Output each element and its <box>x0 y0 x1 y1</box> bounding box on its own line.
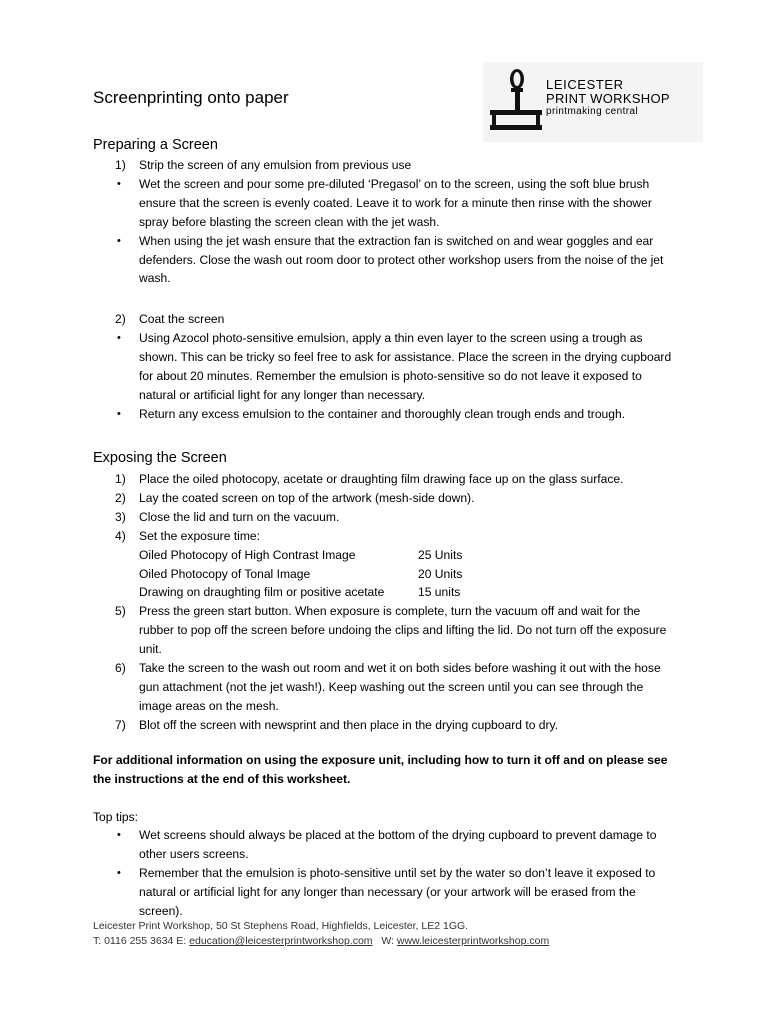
logo-text-line1: LEICESTER <box>546 77 624 92</box>
bullet-icon: • <box>117 407 121 420</box>
logo <box>483 62 703 142</box>
list-item <box>0 405 673 424</box>
list-item <box>0 864 673 921</box>
list-item-text: Blot off the screen with newsprint and then place in the drying cupboard to dry. <box>139 717 559 732</box>
list-marker: 2) <box>115 312 126 326</box>
bullet-icon: • <box>117 866 121 879</box>
website-link[interactable]: www.leicesterprintworkshop.com <box>396 935 550 947</box>
press-icon <box>487 66 545 138</box>
list-marker: 4) <box>115 528 126 543</box>
table-row <box>139 583 462 602</box>
additional-info-note: For additional information on using the exposure unit, including how to turn it off and on please see the instructions at the end of this worksheet. <box>93 753 668 786</box>
section-heading-preparing: Preparing a Screen <box>93 137 218 153</box>
list-marker: 1) <box>115 158 126 172</box>
list-item-text: Strip the screen of any emulsion from previous use <box>139 158 412 172</box>
list-item <box>0 602 673 659</box>
bullet-icon: • <box>117 234 121 247</box>
list-item <box>0 310 673 329</box>
list-item-text: Wet the screen and pour some pre-diluted ‘Pregasol’ on to the screen, using the soft blue brush ensure that the screen is evenly coated. Leave it to work for a minute then rinse with the shower spray before blasting the screen clean with the jet wash. <box>139 176 652 229</box>
list-marker: 6) <box>115 661 126 676</box>
footer-phone: T: 0116 255 3634 E: <box>93 935 187 947</box>
exposure-label: Drawing on draughting film or positive acetate <box>139 585 385 600</box>
list-item <box>0 175 673 232</box>
list-item-text: Wet screens should always be placed at the bottom of the drying cupboard to prevent damage to other users screens. <box>139 828 657 861</box>
list-item-text: Return any excess emulsion to the container and thoroughly clean trough ends and trough. <box>139 406 626 421</box>
logo-text-line2: PRINT WORKSHOP <box>546 91 670 106</box>
section-heading-exposing: Exposing the Screen <box>93 450 227 466</box>
list-item <box>0 329 673 405</box>
list-item <box>0 470 673 489</box>
bullet-icon: • <box>117 177 121 190</box>
exposure-label: Oiled Photocopy of High Contrast Image <box>139 547 356 562</box>
exposure-value: 20 Units <box>418 566 463 581</box>
exposure-value: 25 Units <box>418 547 463 562</box>
bullet-icon: • <box>117 829 121 841</box>
list-item-text: Remember that the emulsion is photo-sensitive until set by the water so don’t leave it exposed to natural or artificial light for any longer than necessary (or your artwork will be erased from the screen). <box>139 865 656 918</box>
exposure-time-table <box>139 546 462 603</box>
footer-contact <box>93 934 549 949</box>
list-item-text: Using Azocol photo-sensitive emulsion, apply a thin even layer to the screen using a trough as shown. This can be tricky so feel free to ask for assistance. Place the screen in the drying cupboard for about 20 minutes. Remember the emulsion is photo-sensitive so do not leave it exposed to natural or artificial light for any longer than necessary. <box>139 330 672 402</box>
list-item <box>0 232 673 289</box>
list-marker: 1) <box>115 472 126 486</box>
list-marker: 3) <box>115 509 126 524</box>
exposure-times <box>0 546 673 603</box>
list-item <box>0 527 673 546</box>
list-item-text: Set the exposure time: <box>139 528 261 543</box>
list-item-text: Place the oiled photocopy, acetate or draughting film drawing face up on the glass surface. <box>139 472 624 486</box>
list-item <box>0 716 673 735</box>
list-item <box>0 508 673 527</box>
exposure-value: 15 units <box>418 585 461 600</box>
list-item <box>0 156 673 175</box>
exposure-label: Oiled Photocopy of Tonal Image <box>139 566 311 581</box>
list-item <box>0 659 673 716</box>
footer-address: Leicester Print Workshop, 50 St Stephens Road, Highfields, Leicester, LE2 1GG. <box>93 920 469 932</box>
list-item <box>0 826 673 864</box>
list-item <box>0 489 673 508</box>
list-marker: 7) <box>115 717 126 732</box>
table-row <box>139 565 462 584</box>
list-item-text: Close the lid and turn on the vacuum. <box>139 509 340 524</box>
page-footer <box>93 919 549 949</box>
logo-tagline: printmaking central <box>546 106 639 117</box>
table-row <box>139 546 462 565</box>
list-item-text: When using the jet wash ensure that the extraction fan is switched on and wear goggles and ear defenders. Close the wash out room door to protect other workshop users from the noise of the jet wash. <box>139 233 664 286</box>
footer-web-label: W: <box>381 935 394 947</box>
tips-heading: Top tips: <box>93 810 139 824</box>
list-item-text: Coat the screen <box>139 312 225 326</box>
list-marker: 5) <box>115 604 126 619</box>
list-item-text: Take the screen to the wash out room and wet it on both sides before washing it out with the hose gun attachment (not the jet wash!). Keep washing out the screen until you can see through the image areas on the mesh. <box>139 661 661 713</box>
tips-list <box>0 826 673 921</box>
preparing-list <box>0 156 673 288</box>
bullet-icon: • <box>117 331 121 344</box>
exposing-list <box>0 470 673 735</box>
list-marker: 2) <box>115 490 126 505</box>
coat-list <box>0 310 673 423</box>
list-item-text: Lay the coated screen on top of the artwork (mesh-side down). <box>139 490 475 505</box>
page-title: Screenprinting onto paper <box>93 88 289 107</box>
list-item-text: Press the green start button. When exposure is complete, turn the vacuum off and wait for the rubber to pop off the screen before undoing the clips and lifting the lid. Do not turn off the exposure unit. <box>139 604 667 657</box>
email-link[interactable]: education@leicesterprintworkshop.com <box>189 935 373 947</box>
